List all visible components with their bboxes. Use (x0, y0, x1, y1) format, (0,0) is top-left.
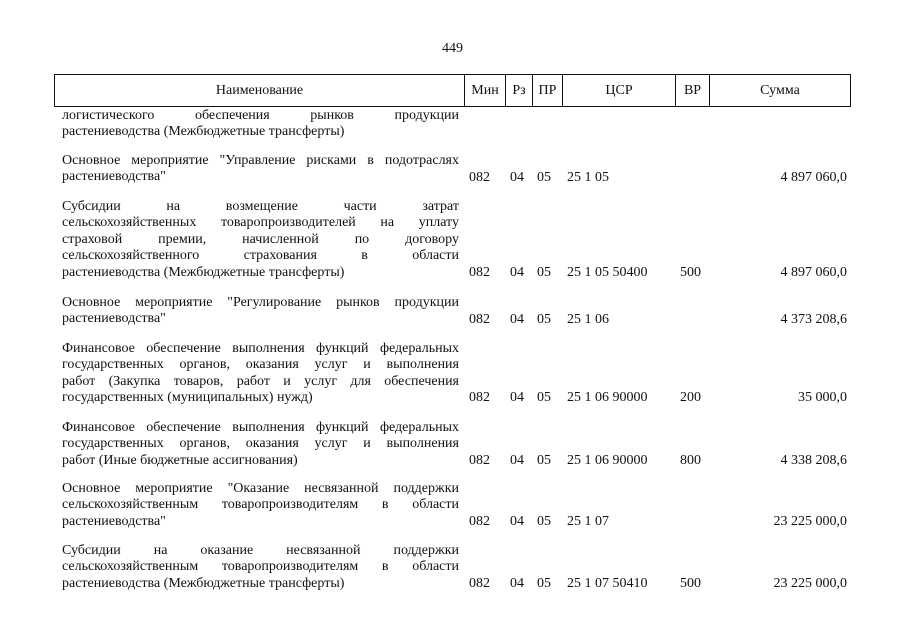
row-min: 082 (469, 312, 490, 327)
row-name-line: страховой премии, начисленной по договору (62, 231, 459, 247)
header-csr: ЦСР (563, 75, 676, 107)
row-sum: 4 373 208,6 (780, 312, 847, 327)
row-rz: 04 (510, 514, 524, 529)
row-vr: 800 (680, 453, 701, 468)
row-name-line: логистического обеспечения рынков продукции (62, 108, 459, 123)
row-name-line: государственных органов, оказания услуг и выполнения (62, 436, 459, 452)
row-csr: 25 1 06 (567, 312, 609, 327)
row-pr: 05 (537, 312, 551, 327)
row-csr: 25 1 05 (567, 170, 609, 185)
row-min: 082 (469, 390, 490, 405)
row-name-line: Финансовое обеспечение выполнения функций федеральных (62, 341, 459, 356)
row-csr: 25 1 07 (567, 514, 609, 529)
row-min: 082 (469, 265, 490, 280)
row-name (62, 108, 459, 141)
row-name-line: растениеводства (Межбюджетные трансферты) (62, 575, 345, 591)
row-name-line: Основное мероприятие "Управление рисками в подотраслях (62, 153, 459, 168)
row-name-line: сельскохозяйственным товаропроизводителям в области (62, 497, 459, 513)
row-sum: 4 897 060,0 (780, 170, 847, 185)
row-csr: 25 1 05 50400 (567, 265, 648, 280)
row-min: 082 (469, 170, 490, 185)
row-name-line: сельскохозяйственных товаропроизводителей на уплату (62, 215, 459, 231)
row-rz: 04 (510, 312, 524, 327)
header-name: Наименование (55, 75, 465, 107)
row-name-line: растениеводства" (62, 169, 166, 185)
row-name-line: работ (Иные бюджетные ассигнования) (62, 452, 298, 468)
row-rz: 04 (510, 453, 524, 468)
row-min: 082 (469, 576, 490, 591)
row-pr: 05 (537, 576, 551, 591)
header-pr: ПР (533, 75, 563, 107)
row-name-line: Основное мероприятие "Регулирование рынков продукции (62, 295, 459, 310)
row-name-line: растениеводства" (62, 513, 166, 529)
row-vr: 500 (680, 265, 701, 280)
header-vr: ВР (676, 75, 710, 107)
row-min: 082 (469, 514, 490, 529)
row-pr: 05 (537, 514, 551, 529)
row-name (62, 153, 459, 186)
row-name-line: сельскохозяйственного страхования в области (62, 248, 459, 264)
row-name (62, 543, 459, 592)
row-name-line: растениеводства (Межбюджетные трансферты) (62, 264, 345, 280)
row-sum: 4 897 060,0 (780, 265, 847, 280)
row-name-line: государственных (муниципальных) нужд) (62, 390, 313, 406)
row-name-line: работ (Закупка товаров, работ и услуг для обеспечения (62, 373, 459, 389)
row-name-line: растениеводства (Межбюджетные трансферты) (62, 124, 345, 140)
row-pr: 05 (537, 453, 551, 468)
header-rz: Рз (506, 75, 533, 107)
row-name-line: Субсидии на возмещение части затрат (62, 199, 459, 214)
row-pr: 05 (537, 390, 551, 405)
row-rz: 04 (510, 265, 524, 280)
row-name (62, 199, 459, 281)
row-rz: 04 (510, 390, 524, 405)
row-name-line: Финансовое обеспечение выполнения функций федеральных (62, 420, 459, 435)
row-name-line: растениеводства" (62, 311, 166, 327)
row-name (62, 341, 459, 407)
row-name-line: Субсидии на оказание несвязанной поддержки (62, 543, 459, 558)
row-rz: 04 (510, 170, 524, 185)
row-pr: 05 (537, 265, 551, 280)
table-header (54, 74, 851, 107)
row-csr: 25 1 06 90000 (567, 390, 648, 405)
row-sum: 23 225 000,0 (773, 514, 847, 529)
row-csr: 25 1 06 90000 (567, 453, 648, 468)
page-number: 449 (442, 41, 463, 56)
row-name (62, 481, 459, 530)
row-csr: 25 1 07 50410 (567, 576, 648, 591)
row-name (62, 295, 459, 328)
row-sum: 4 338 208,6 (780, 453, 847, 468)
row-min: 082 (469, 453, 490, 468)
header-min: Мин (465, 75, 506, 107)
row-rz: 04 (510, 576, 524, 591)
row-name-line: Основное мероприятие "Оказание несвязанной поддержки (62, 481, 459, 496)
row-name-line: сельскохозяйственным товаропроизводителям в области (62, 559, 459, 575)
row-vr: 200 (680, 390, 701, 405)
row-sum: 35 000,0 (798, 390, 847, 405)
header-sum: Сумма (710, 75, 851, 107)
row-pr: 05 (537, 170, 551, 185)
row-sum: 23 225 000,0 (773, 576, 847, 591)
row-name (62, 420, 459, 469)
row-name-line: государственных органов, оказания услуг и выполнения (62, 357, 459, 373)
row-vr: 500 (680, 576, 701, 591)
